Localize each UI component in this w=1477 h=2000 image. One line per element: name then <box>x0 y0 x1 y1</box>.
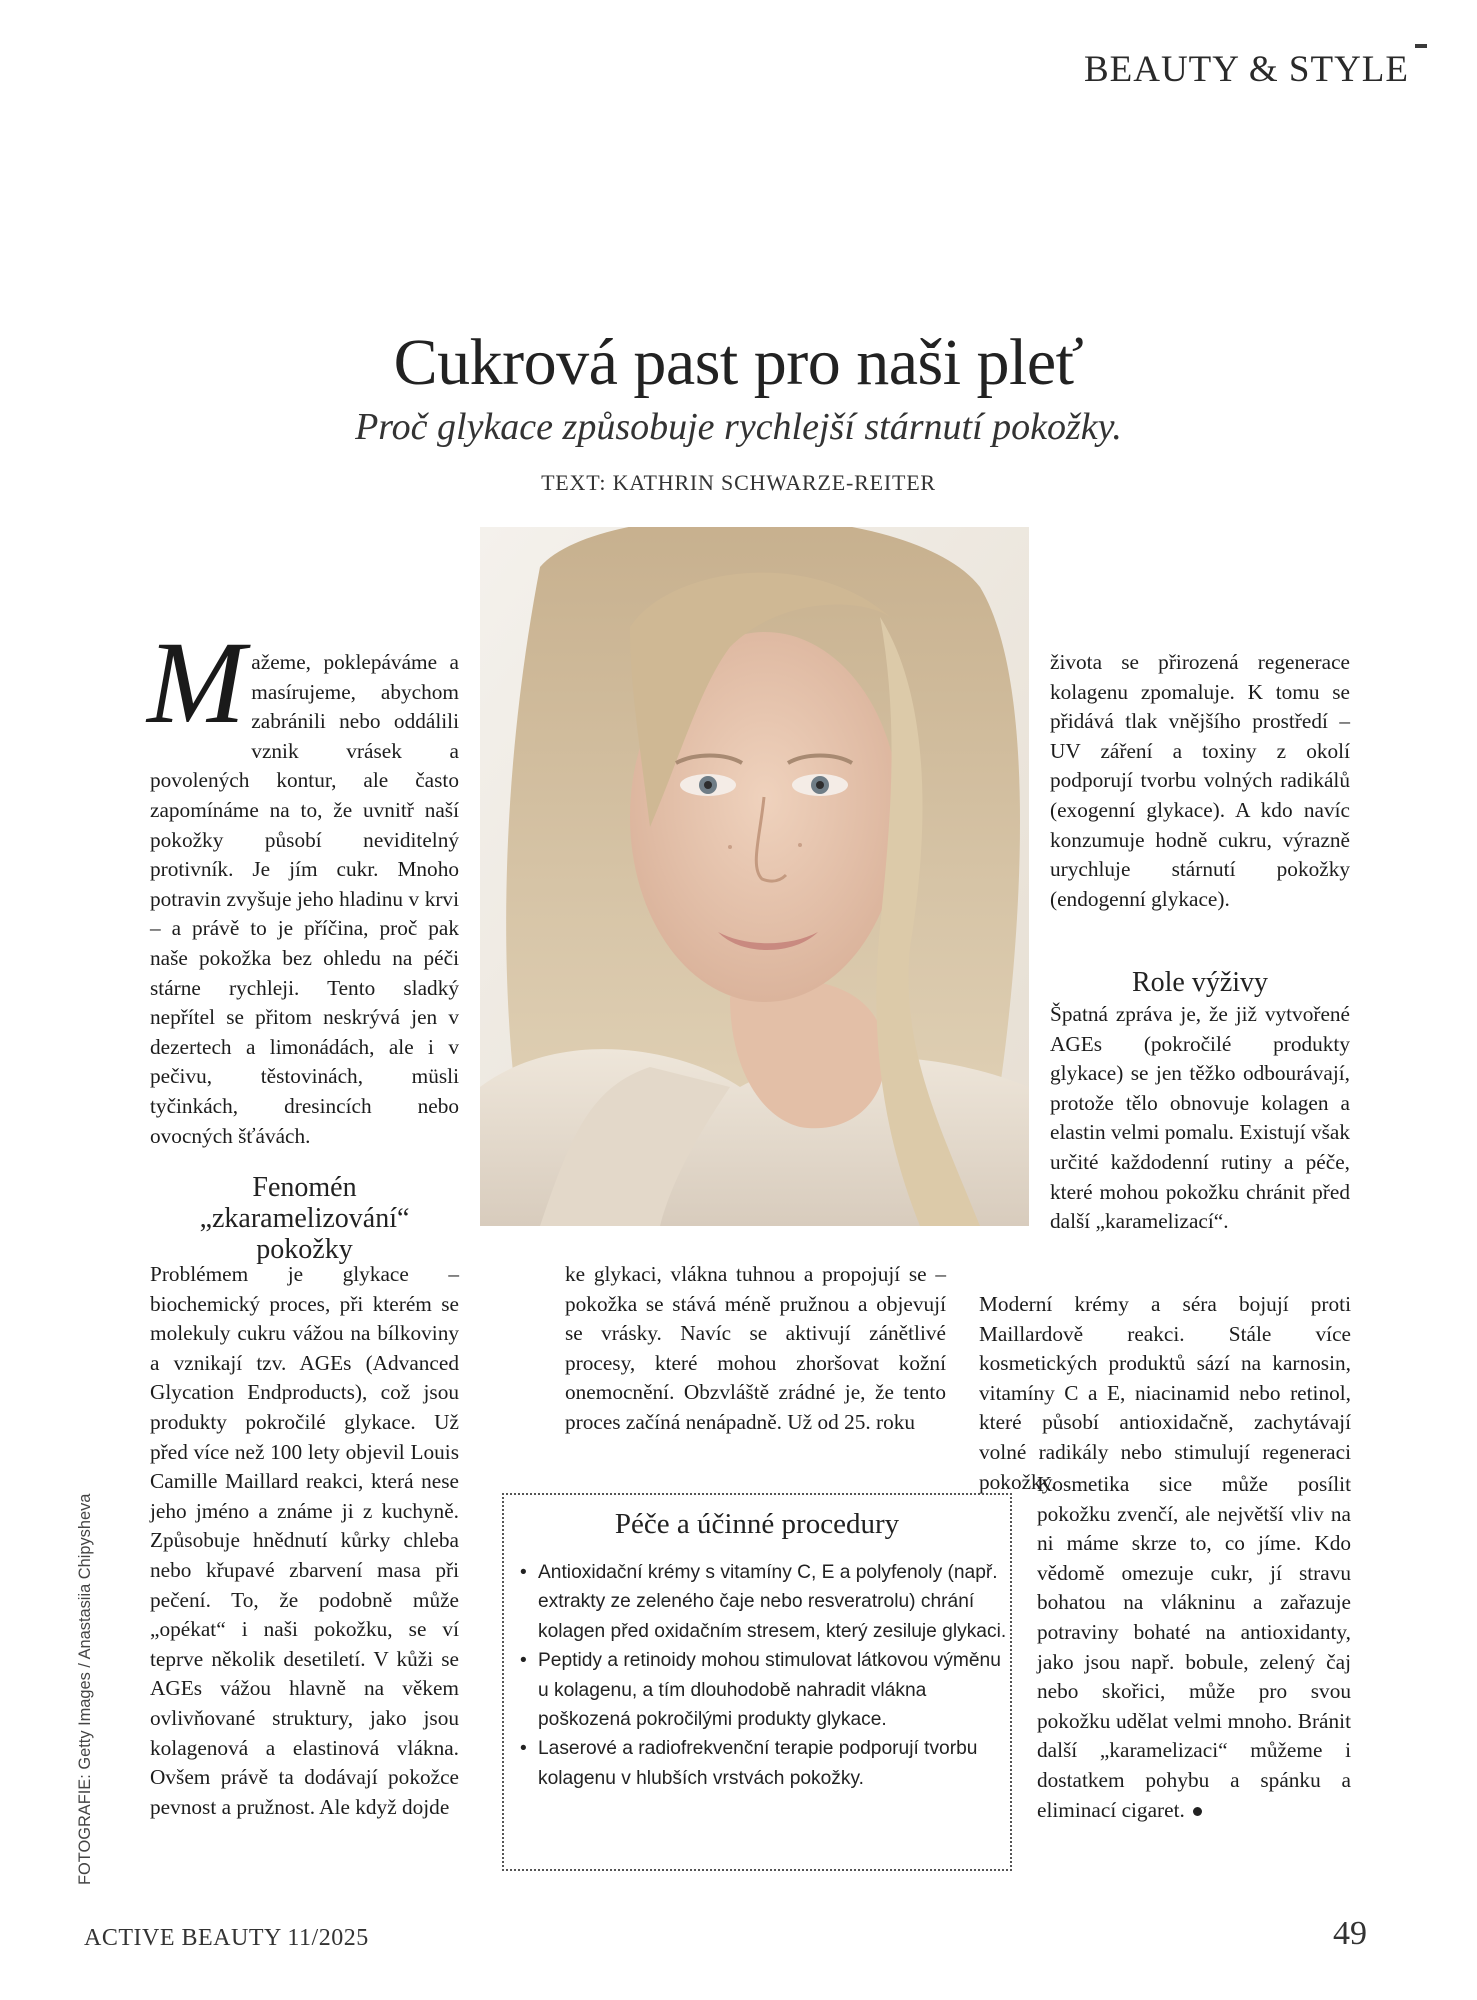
column1-body <box>150 1260 459 1822</box>
photo-credit: FOTOGRAFIE: Getty Images / Anastasiia Chipysheva <box>76 1493 94 1885</box>
column3-top <box>1050 648 1350 914</box>
body-paragraph-regeneration: života se přirozená regenerace kolagenu zpomaluje. K tomu se přidává tlak vnějšího prostředí – UV záření a toxiny z okolí podporují tvorbu volných radikálů (exogenní glykace). A kdo navíc konzumuje hodně cukru, výrazně urychluje stárnutí pokožky (endogenní glykace). <box>1050 650 1350 911</box>
cosmetics-text: Kosmetika sice může posílit pokožku zvenčí, ale největší vliv na ni máme skrze to, co jíme. Kdo vědomě omezuje cukr, jí stravu bohatou na vlákninu a zařazuje potraviny bohaté na antioxidanty, jako jsou např. bobule, zelený čaj nebo skořici, může pro svou pokožku udělat velmi mnoho. Bránit další „karamelizaci“ můžeme i dostatkem pohybu a spánku a eliminací cigaret. <box>1037 1472 1351 1822</box>
intro-paragraph: ažeme, poklepáváme a masírujeme, abychom zabránili nebo oddálili vznik vrásek a povolených kontur, ale často zapomínáme na to, že uvnitř naší pokožky působí neviditelný protivník. Je jím cukr. Mnoho potravin zvyšuje jeho hladinu v krvi – a právě to je příčina, proč pak naše pokožka bez ohledu na péči stárne rychleji. Tento sladký nepřítel se přitom neskrývá jen v dezertech a limonádách, ale i v pečivu, těstovinách, müsli tyčinkách, dresincích nebo ovocných šťávách. <box>150 650 459 1148</box>
end-mark <box>1193 1807 1202 1816</box>
list-item: • Antioxidační krémy s vitamíny C, E a polyfenoly (např. extrakty ze zeleného čaje nebo resveratrolu) chrání kolagen před oxidačním stresem, který zesiluje glykaci. <box>518 1558 1008 1646</box>
article-byline: TEXT: KATHRIN SCHWARZE-REITER <box>541 470 936 495</box>
subhead-nutrition: Role výživy <box>1131 967 1269 998</box>
body-paragraph-cosmetics <box>1037 1470 1351 1825</box>
body-paragraph-bad-news: Špatná zpráva je, že již vytvořené AGEs (pokročilé produkty glykace) se jen těžko odbourávají, protože tělo obnovuje kolagen a elastin velmi pomalu. Existují však určité každodenní rutiny a péče, které mohou pokožku chránit před další „karamelizací“. <box>1050 1002 1350 1234</box>
column3-mid <box>1050 1000 1350 1237</box>
column3-wide <box>979 1290 1351 1497</box>
sidebar-title: Péče a účinné procedury <box>614 1508 900 1540</box>
column1-intro <box>147 617 459 1151</box>
article-subtitle: Proč glykace způsobuje rychlejší stárnutí pokožky. <box>355 406 1122 448</box>
corner-mark <box>1415 44 1427 48</box>
portrait-photo <box>480 527 1029 1226</box>
sidebar-list <box>518 1558 1008 1793</box>
portrait-illustration <box>480 527 1029 1226</box>
body-paragraph-stiffening: ke glykaci, vlákna tuhnou a propojují se – pokožka se stává méně pružnou a objevují se vrásky. Navíc se aktivují zánětlivé procesy, které mohou zhoršovat kožní onemocnění. Obzvláště zrádné je, že tento proces začíná nenápadně. Už od 25. roku <box>565 1262 946 1434</box>
body-paragraph-glycation: Problémem je glykace – biochemický proces, při kterém se molekuly cukru vážou na bílkoviny a vznikají tzv. AGEs (Advanced Glycation Endproducts), což jsou produkty pokročilé glykace. Už před více než 100 lety objevil Louis Camille Maillard reakci, která nese jeho jméno a známe ji z kuchyně. Způsobuje hnědnutí kůrky chleba nebo křupavé zbarvení masa při pečení. To, že podobně může „opékat“ i naši pokožku, se ví teprve několik desetiletí. V kůži se AGEs vážou hlavně na věkem ovlivňované struktury, jako jsou kolagenová a elastinová vlákna. Ovšem právě ta dodávají pokožce pevnost a pružnost. Ale když dojde <box>150 1262 459 1819</box>
list-item: • Laserové a radiofrekvenční terapie podporují tvorbu kolagenu v hlubších vrstvách pokožky. <box>518 1734 1008 1793</box>
body-paragraph-creams: Moderní krémy a séra bojují proti Maillardově reakci. Stále více kosmetických produktů sází na karnosin, vitamíny C a E, niacinamid nebo retinol, které působí antioxidačně, zachytávají volné radikály nebo stimulují regeneraci pokožky. <box>979 1292 1351 1494</box>
subhead-caramelization: Fenomén „zkaramelizování“ pokožky <box>199 1172 410 1265</box>
list-item: • Peptidy a retinoidy mohou stimulovat látkovou výměnu u kolagenu, a tím dlouhodobě nahradit vlákna poškozená pokročilými produkty glykace. <box>518 1646 1008 1734</box>
page-number: 49 <box>1333 1915 1367 1952</box>
section-label: BEAUTY & STYLE <box>1083 49 1409 90</box>
drop-cap: M <box>147 617 246 748</box>
article-title: Cukrová past pro naši pleť <box>393 326 1084 399</box>
column2-body <box>565 1260 946 1438</box>
column3-bottom <box>1037 1470 1351 1825</box>
footer-magazine: ACTIVE BEAUTY 11/2025 <box>84 1925 369 1951</box>
